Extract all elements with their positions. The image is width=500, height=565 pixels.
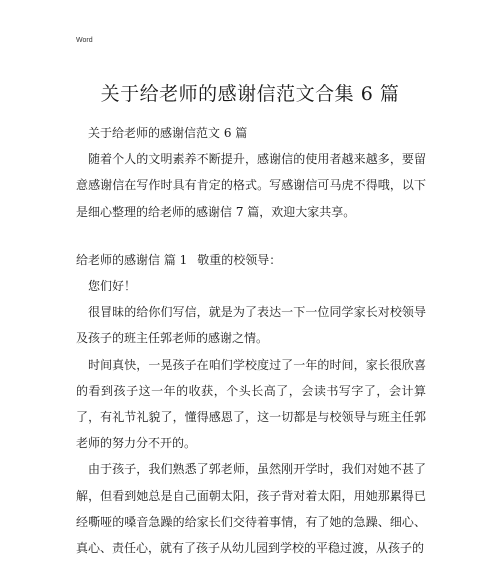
letter-greeting: 您们好！	[88, 279, 137, 294]
letter-paragraph-1: 很冒昧的给你们写信，就是为了表达一下一位同学家长对校领导及孩子的班主任郭老师的感谢之情。	[76, 305, 426, 346]
letter-heading: 给老师的感谢信 篇 1	[76, 252, 188, 267]
letter-paragraph-2: 时间真快，一晃孩子在咱们学校度过了一年的时间，家长很欣喜的看到孩子这一年的收获，个头长高了，会读书写字了，会计算了，有礼节礼貌了，懂得感恩了，这一切都是与校领导与班主任郭老师的努力分不开的。	[76, 357, 426, 451]
app-label: Word	[76, 37, 93, 44]
letter-salutation: 敬重的校领导：	[197, 252, 282, 267]
paragraph-gap	[76, 225, 426, 247]
intro-paragraph: 随着个人的文明素养不断提升，感谢信的使用者越来越多，要留意感谢信在写作时具有肯定的格式。写感谢信可马虎不得哦，以下是细心整理的给老师的感谢信 7 篇，欢迎大家共享。	[76, 152, 426, 219]
letter-heading-line	[76, 247, 426, 273]
letter-paragraph-3: 由于孩子，我们熟悉了郭老师，虽然刚开学时，我们对她不甚了解，但看到她总是自己面朝太阳，孩子背对着太阳，用她那累得已经嘶哑的嗓音急躁的给家长们交待着事情，有了她的急躁、细心、真心、责任心，就有了孩子从幼儿园到学校的平稳过渡，从孩子的	[76, 462, 426, 556]
document-title: 关于给老师的感谢信范文合集 6 篇	[100, 83, 400, 105]
document-body	[76, 120, 426, 561]
intro-subtitle: 关于给老师的感谢信范文 6 篇	[88, 126, 248, 140]
